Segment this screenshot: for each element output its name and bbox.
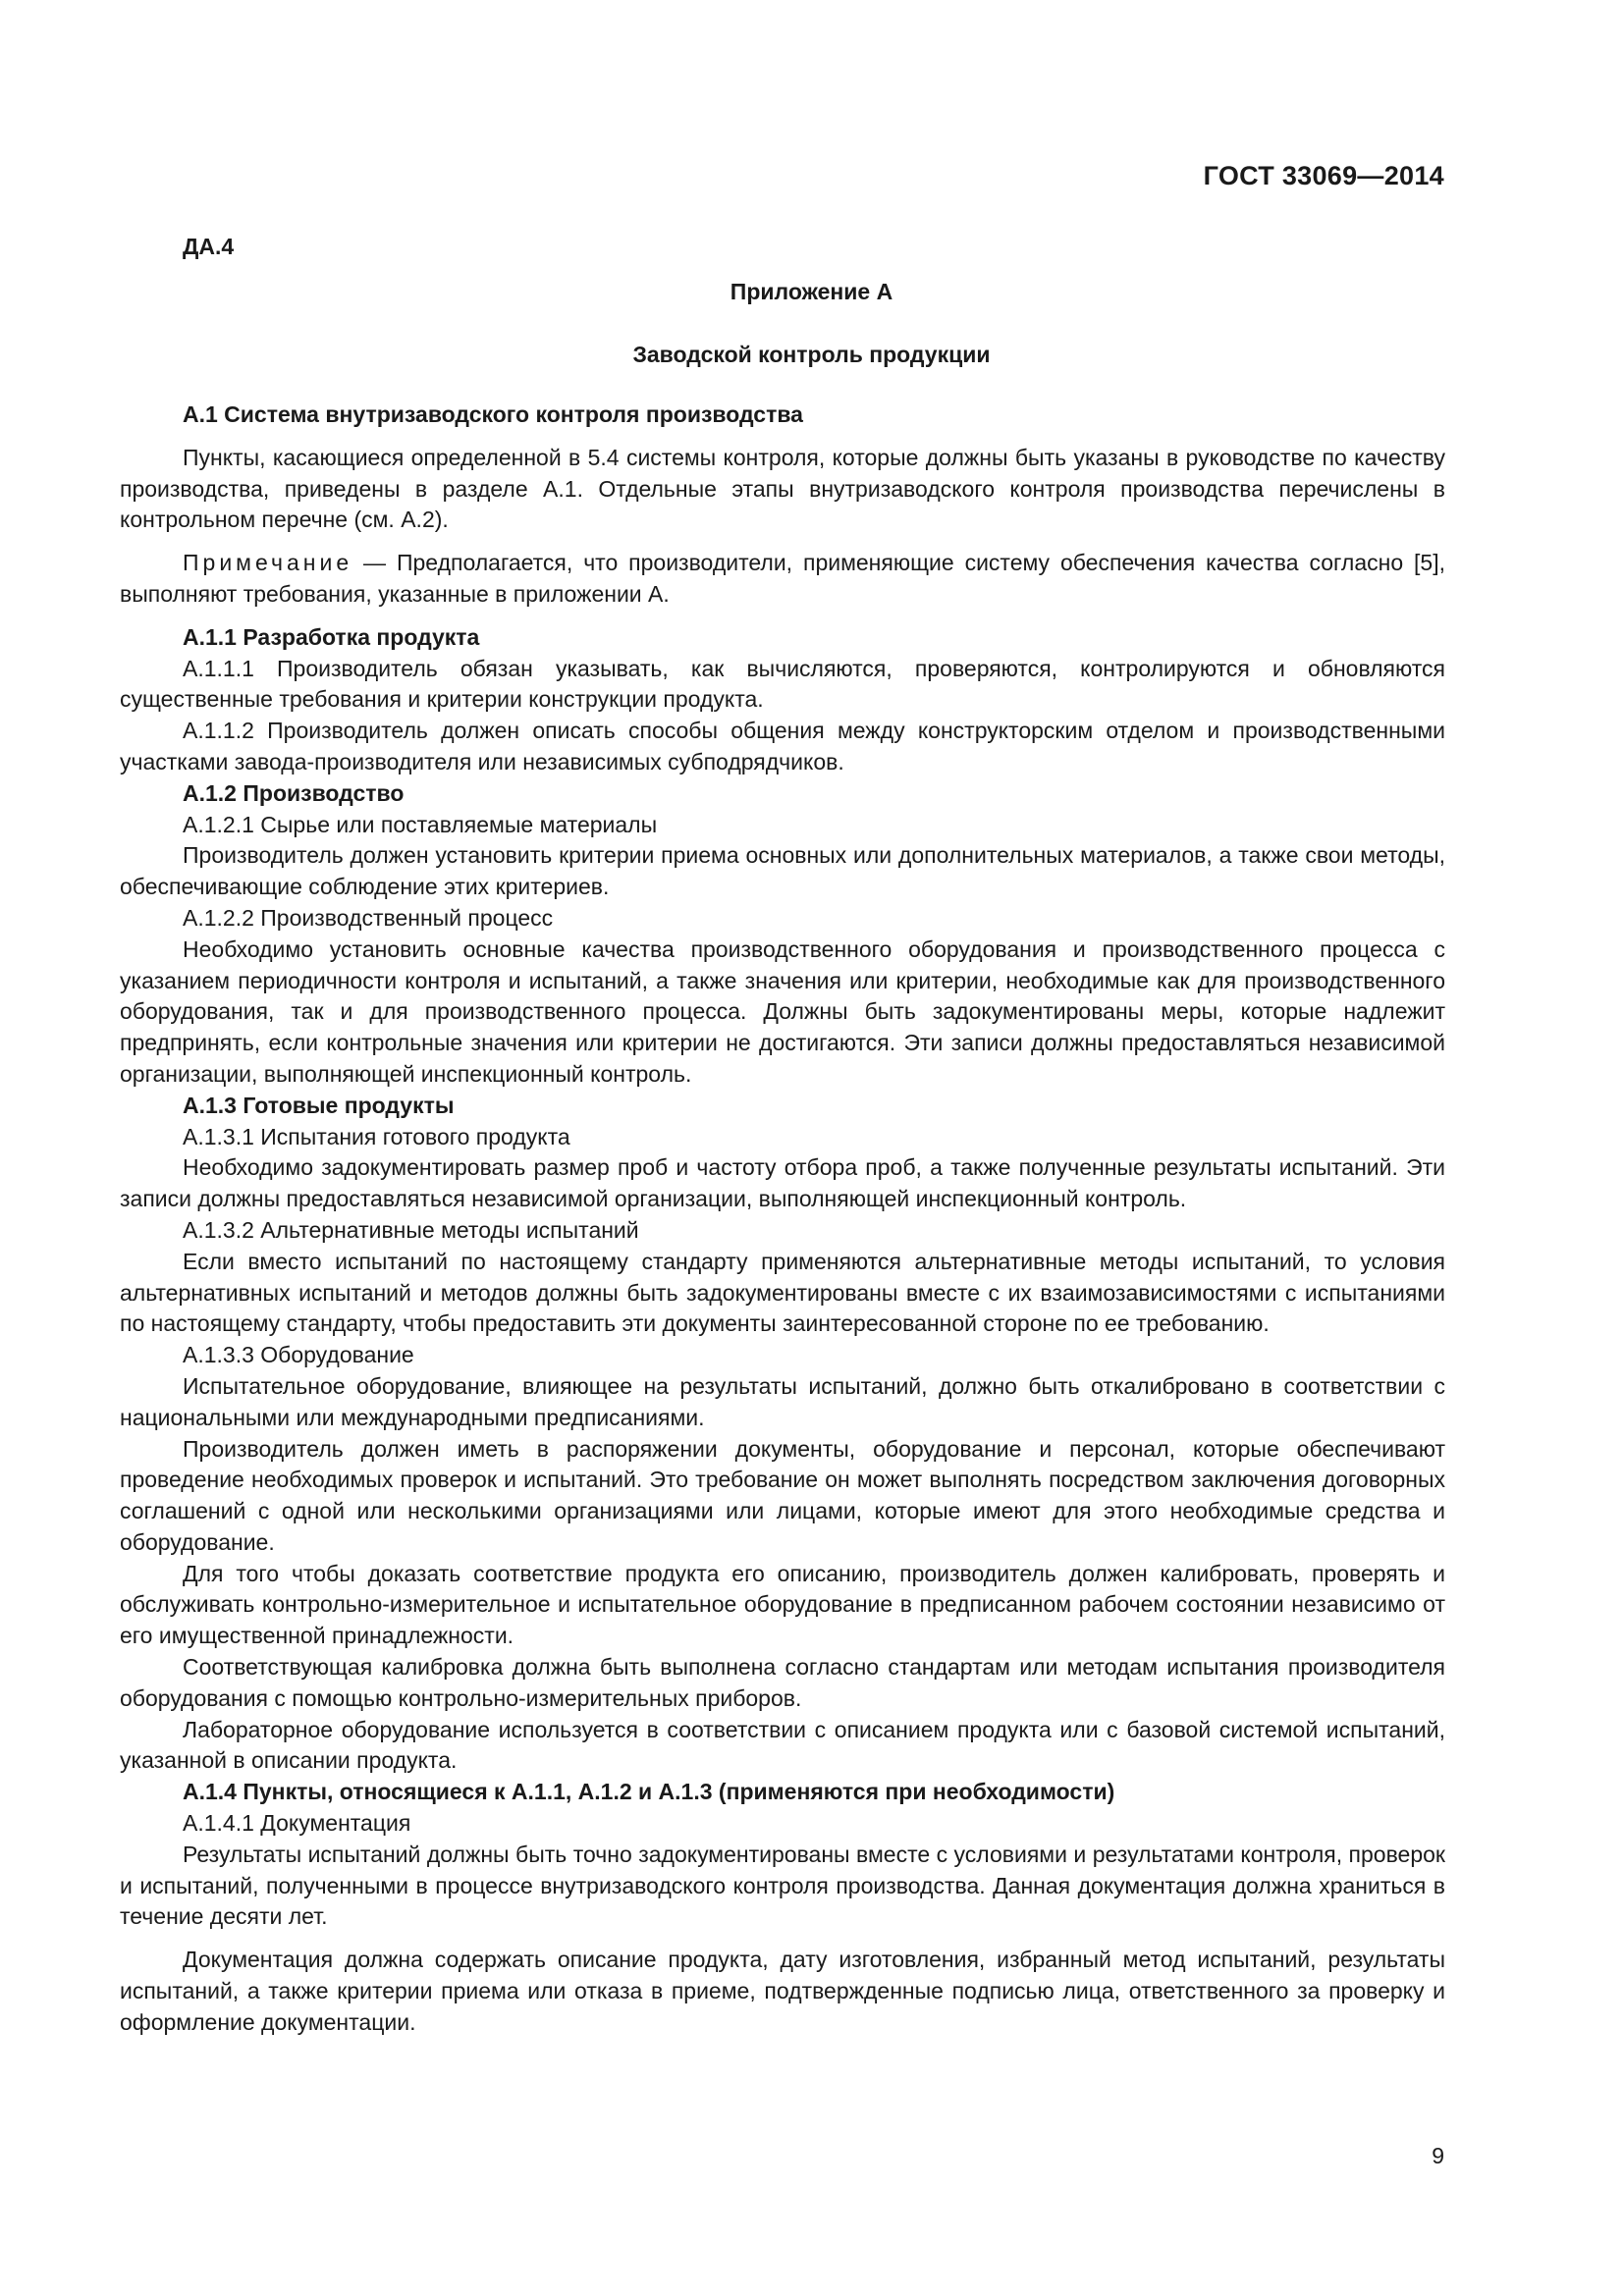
- clause-label-a133: А.1.3.3 Оборудование: [183, 1342, 414, 1368]
- paragraph-a112: А.1.1.2 Производитель должен описать способы общения между конструкторским отделом и производственными участками завода-производителя или независимых субподрядчиков.: [120, 718, 1445, 774]
- page-number: 9: [1432, 2143, 1444, 2168]
- paragraph-a1-intro: Пункты, касающиеся определенной в 5.4 системы контроля, которые должны быть указаны в руководстве по качеству производства, приведены в разделе А.1. Отдельные этапы внутризаводского контроля производства перечислены в контрольном перечне (см. А.2).: [120, 444, 1445, 533]
- paragraph-a122: Необходимо установить основные качества производственного оборудования и производственного процесса с указанием периодичности контроля и испытаний, а также значения или критерии, необходимые как для производственного оборудования, так и для производственного процесса. Должны быть задокументированы меры, которые надлежит предпринять, если контрольные значения или критерии не достигаются. Эти записи должны предоставляться независимой организации, выполняющей инспекционный контроль.: [120, 935, 1445, 1087]
- paragraph-a133-5: Лабораторное оборудование используется в соответствии с описанием продукта или с базовой системой испытаний, указанной в описании продукта.: [120, 1716, 1445, 1774]
- clause-label-a122: А.1.2.2 Производственный процесс: [183, 904, 554, 931]
- document-body: [120, 400, 1445, 2039]
- appendix-subtitle: Заводской контроль продукции: [632, 342, 991, 367]
- clause-label-a121: А.1.2.1 Сырье или поставляемые материалы: [183, 811, 658, 837]
- paragraph-a131: Необходимо задокументировать размер проб и частоту отбора проб, а также полученные результаты испытаний. Эти записи должны предоставляться независимой организации, выполняющей инспекционный контроль.: [120, 1154, 1445, 1212]
- clause-label-a131: А.1.3.1 Испытания готового продукта: [183, 1123, 570, 1149]
- paragraph-a141-2: Документация должна содержать описание продукта, дату изготовления, избранный метод испытаний, результаты испытаний, а также критерии приема или отказа в приеме, подтвержденные подписью лица, ответственного за проверку и оформление документации.: [120, 1947, 1445, 2035]
- paragraph-a133-3: Для того чтобы доказать соответствие продукта его описанию, производитель должен калибровать, проверять и обслуживать контрольно-измерительное и испытательное оборудование в предписанном рабочем состоянии независимо от его имущественной принадлежности.: [120, 1560, 1445, 1649]
- note-label: Примечание: [183, 550, 353, 576]
- subsection-heading-a11: А.1.1 Разработка продукта: [183, 623, 480, 650]
- paragraph-a111: А.1.1.1 Производитель обязан указывать, как вычисляются, проверяются, контролируются и обновляются существенные требования и критерии конструкции продукта.: [120, 655, 1445, 713]
- subsection-heading-a14: А.1.4 Пункты, относящиеся к А.1.1, А.1.2 и А.1.3 (применяются при необходимости): [183, 1779, 1115, 1805]
- section-mark: ДА.4: [183, 234, 235, 259]
- paragraph-a132: Если вместо испытаний по настоящему стандарту применяются альтернативные методы испытаний, то условия альтернативных испытаний и методов должны быть задокументированы вместе с их взаимозависимостями с испытаниями по настоящему стандарту, чтобы предоставить эти документы заинтересованной стороне по ее требованию.: [120, 1248, 1445, 1337]
- paragraph-a121: Производитель должен установить критерии приема основных или дополнительных материалов, а также свои методы, обеспечивающие соблюдение этих критериев.: [120, 842, 1445, 900]
- note-text: — Предполагается, что производители, применяющие систему обеспечения качества согласно [5], выполняют требования, указанные в приложении А.: [120, 550, 1445, 607]
- paragraph-a133-1: Испытательное оборудование, влияющее на результаты испытаний, должно быть откалибровано в соответствии с национальными или международными предписаниями.: [120, 1372, 1445, 1430]
- standard-designation: ГОСТ 33069—2014: [1203, 161, 1444, 190]
- clause-label-a132: А.1.3.2 Альтернативные методы испытаний: [183, 1216, 639, 1243]
- subsection-heading-a12: А.1.2 Производство: [183, 779, 405, 806]
- paragraph-a133-4: Соответствующая калибровка должна быть выполнена согласно стандартам или методам испытания производителя оборудования с помощью контрольно-измерительных приборов.: [120, 1654, 1445, 1711]
- appendix-title: Приложение А: [730, 279, 893, 304]
- note-paragraph: [120, 548, 1445, 611]
- paragraph-a141-1: Результаты испытаний должны быть точно задокументированы вместе с условиями и результатами контроля, проверок и испытаний, полученными в процессе внутризаводского контроля производства. Данная документация должна храниться в течение десяти лет.: [120, 1841, 1445, 1930]
- paragraph-a133-2: Производитель должен иметь в распоряжении документы, оборудование и персонал, которые обеспечивают проведение необходимых проверок и испытаний. Это требование он может выполнять посредством заключения договорных соглашений с одной или несколькими организациями или лицами, которые имеют для этого необходимые средства и оборудование.: [120, 1435, 1445, 1555]
- subsection-heading-a13: А.1.3 Готовые продукты: [183, 1092, 455, 1118]
- section-heading-a1: А.1 Система внутризаводского контроля производства: [183, 401, 803, 427]
- clause-label-a141: А.1.4.1 Документация: [183, 1810, 411, 1837]
